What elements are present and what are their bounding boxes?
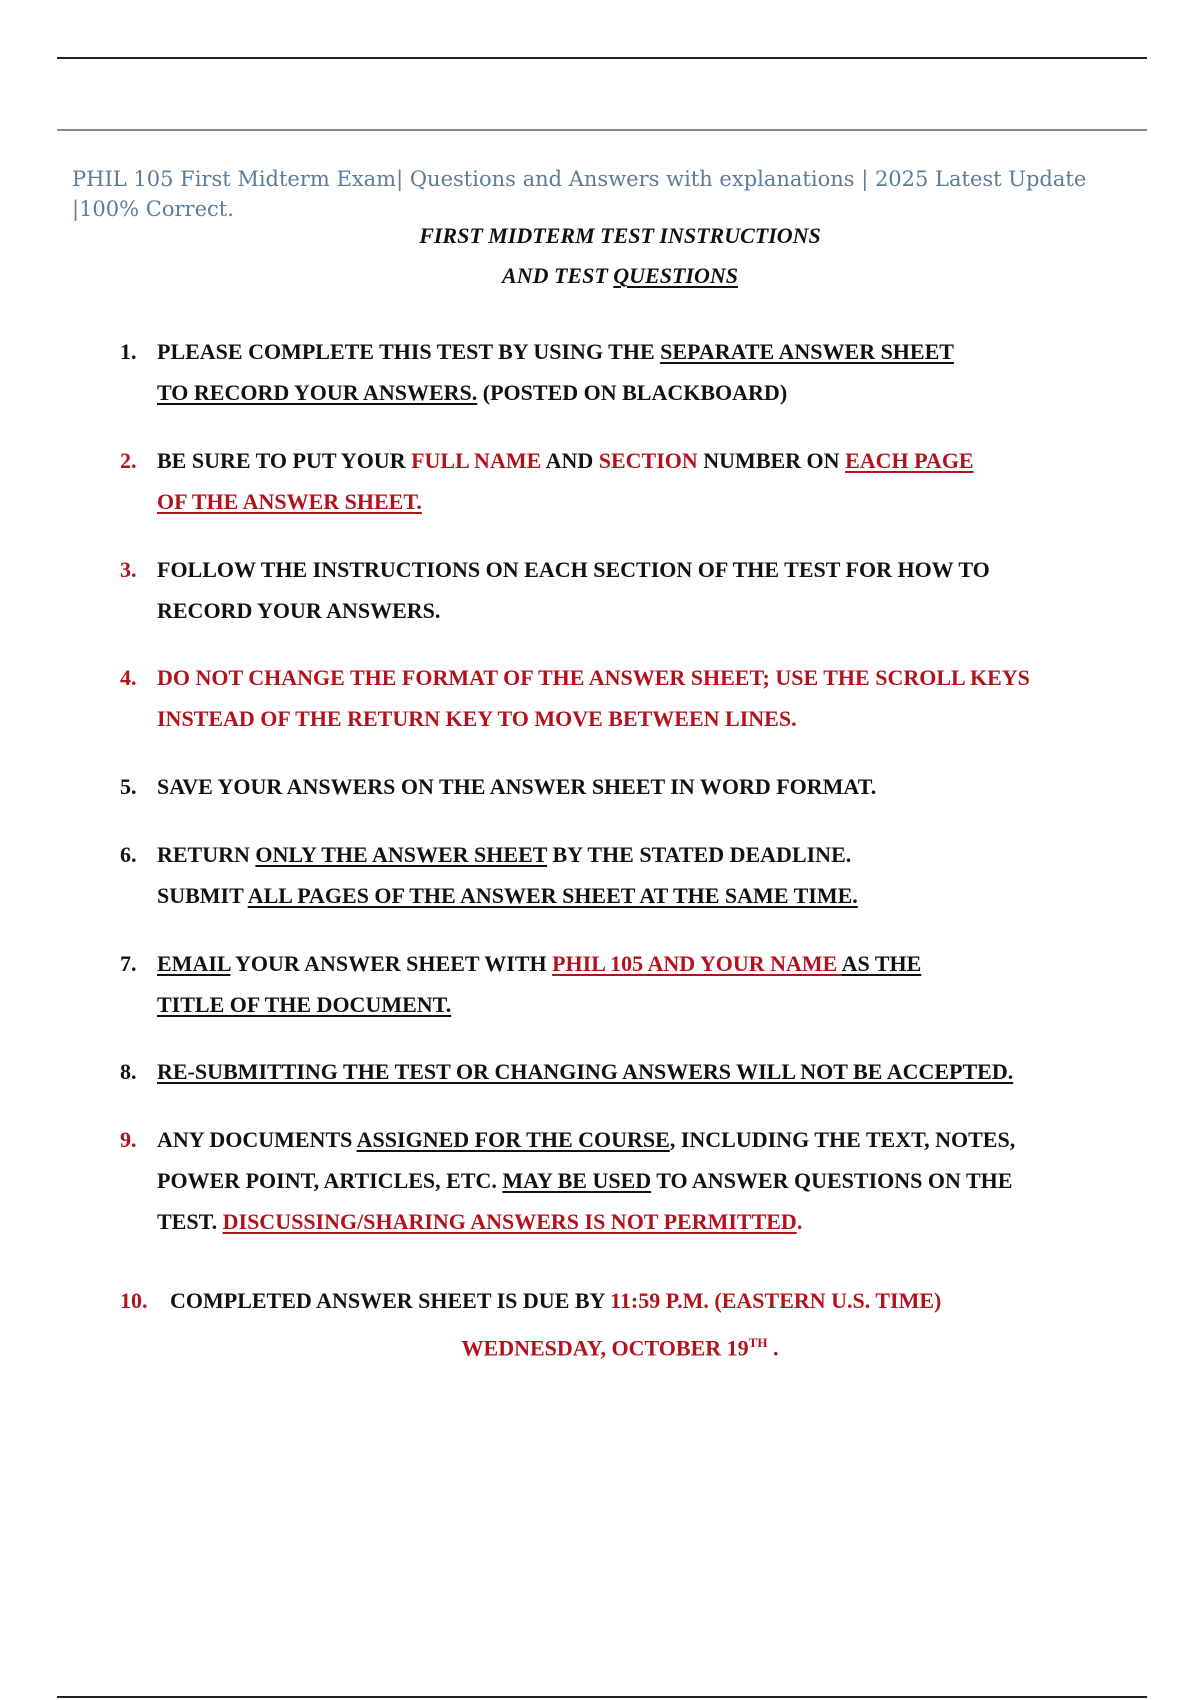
item-number: 4. [120, 665, 137, 690]
item-text: SAVE YOUR ANSWERS ON THE ANSWER SHEET IN WORD FORMAT. [157, 774, 877, 799]
item-text-underlined: SEPARATE ANSWER SHEET [660, 339, 954, 364]
bottom-rule [57, 1696, 1147, 1698]
item-number: 7. [120, 951, 137, 976]
item-text: TEST. [157, 1209, 223, 1234]
item-number: 1. [120, 339, 137, 364]
item-text-red: INSTEAD OF THE RETURN KEY TO MOVE BETWEEN LINES. [157, 706, 797, 731]
item-number: 2. [120, 448, 137, 473]
item-number: 5. [120, 774, 137, 799]
item-text: ANY DOCUMENTS [157, 1127, 357, 1152]
instructions-title-line-2 [0, 263, 1200, 289]
item-text-red: DO NOT CHANGE THE FORMAT OF THE ANSWER SHEET; USE THE SCROLL KEYS [157, 665, 1030, 690]
deadline-date-text: WEDNESDAY, OCTOBER 19 [461, 1335, 749, 1361]
item-number: 3. [120, 557, 137, 582]
item-text: BY THE STATED DEADLINE. [547, 842, 852, 867]
item-text-red: SECTION [598, 448, 698, 473]
instruction-item-9 [120, 1119, 1120, 1242]
item-text-underlined: TITLE OF THE DOCUMENT. [157, 992, 452, 1017]
item-text-underlined: MAY BE USED [502, 1168, 652, 1193]
item-text: RECORD YOUR ANSWERS. [157, 598, 441, 623]
instruction-item-6 [120, 834, 1120, 916]
deadline-date [0, 1335, 1200, 1361]
item-text-underlined: TO RECORD YOUR ANSWERS. [157, 380, 478, 405]
item-text-red-underlined: OF THE ANSWER SHEET. [157, 489, 422, 514]
deadline-date-period: . [767, 1335, 779, 1361]
item-text: NUMBER ON [697, 448, 846, 473]
item-text: RETURN [157, 842, 256, 867]
item-text: SUBMIT [157, 883, 248, 908]
item-text: PLEASE COMPLETE THIS TEST BY USING THE [157, 339, 661, 364]
title-line-2-prefix: AND TEST [502, 263, 614, 288]
item-text: , INCLUDING THE TEXT, NOTES, [669, 1127, 1016, 1152]
instruction-item-1 [120, 331, 1120, 413]
item-text: BE SURE TO PUT YOUR [157, 448, 412, 473]
item-text-red: FULL NAME [411, 448, 542, 473]
item-number: 9. [120, 1127, 137, 1152]
instruction-item-8 [120, 1051, 1120, 1092]
document-heading: PHIL 105 First Midterm Exam| Questions and Answers with explanations | 2025 Latest Update |100% Correct. [72, 167, 1087, 221]
instructions-title-line-1: FIRST MIDTERM TEST INSTRUCTIONS [419, 223, 821, 248]
item-number: 6. [120, 842, 137, 867]
instruction-item-4 [120, 657, 1120, 739]
top-rule [57, 57, 1147, 59]
item-text-underlined: ALL PAGES OF THE ANSWER SHEET AT THE SAME TIME. [247, 883, 858, 908]
item-text-red: 11:59 P.M. (EASTERN U.S. TIME) [610, 1288, 942, 1313]
item-text-underlined: EMAIL [157, 951, 231, 976]
item-text-underlined: ASSIGNED FOR THE COURSE [356, 1127, 670, 1152]
item-text: FOLLOW THE INSTRUCTIONS ON EACH SECTION OF THE TEST FOR HOW TO [157, 557, 990, 582]
instruction-item-2 [120, 440, 1120, 522]
instruction-item-3 [120, 549, 1120, 631]
item-text-red-underlined: EACH PAGE [845, 448, 974, 473]
header-rule [57, 129, 1147, 131]
title-line-2-questions: QUESTIONS [613, 263, 738, 288]
item-text-red-underlined: PHIL 105 AND YOUR NAME [552, 951, 842, 976]
instruction-item-5 [120, 766, 1120, 807]
item-text: (POSTED ON BLACKBOARD) [477, 380, 788, 405]
item-text: YOUR ANSWER SHEET WITH [230, 951, 553, 976]
instruction-item-10 [120, 1280, 1120, 1321]
item-text: TO ANSWER QUESTIONS ON THE [651, 1168, 1013, 1193]
item-text: COMPLETED ANSWER SHEET IS DUE BY [170, 1288, 611, 1313]
item-number: 10. [120, 1288, 148, 1313]
item-text-underlined: ONLY THE ANSWER SHEET [255, 842, 548, 867]
item-number: 8. [120, 1059, 137, 1084]
item-text-red-underlined: DISCUSSING/SHARING ANSWERS IS NOT PERMITTED [222, 1209, 797, 1234]
item-text-underlined: AS THE [841, 951, 922, 976]
item-text: POWER POINT, ARTICLES, ETC. [157, 1168, 503, 1193]
deadline-date-suffix: TH [748, 1335, 768, 1350]
item-text-red: . [796, 1209, 803, 1234]
item-text: AND [541, 448, 599, 473]
item-text-underlined: RE-SUBMITTING THE TEST OR CHANGING ANSWERS WILL NOT BE ACCEPTED. [157, 1059, 1014, 1084]
instruction-item-7 [120, 943, 1120, 1025]
